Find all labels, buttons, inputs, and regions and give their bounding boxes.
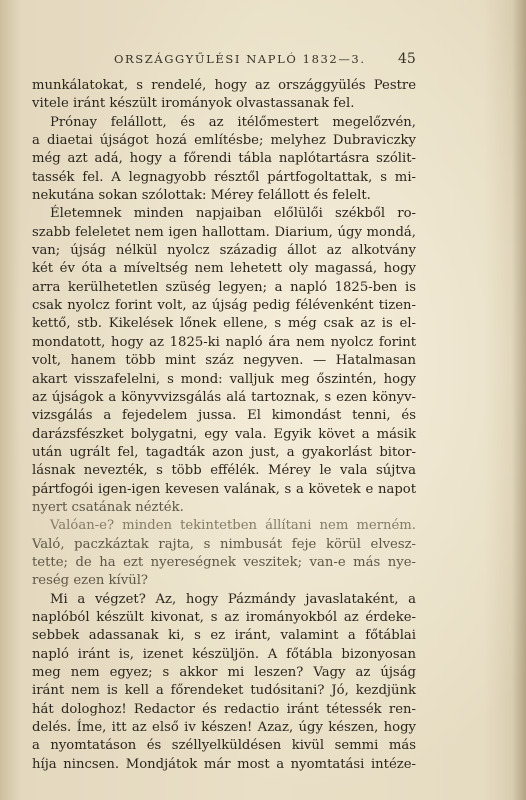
text-line: iránt nem is kell a főrendeket tudósitani? Jó, kezdjünk [32,683,416,699]
text-line: munkálatokat, s rendelé, hogy az országgyülés Pestre [32,78,416,93]
text-line: két év óta a míveltség nem lehetett oly magassá, hogy [32,261,416,277]
text-line: meg nem egyez; s akkor mi leszen? Vagy az újság [32,665,416,680]
text-line: a diaetai újságot hozá említésbe; melyhez Dubraviczky [32,133,416,149]
text-line: az újságok a könyvvizsgálás alá tartoznak, s ezen könyv- [32,389,416,405]
text-line: után ugrált fel, tagadták azon just, a gyakorlást bitor- [32,444,416,460]
text-line: mondatott, hogy az 1825-ki napló ára nem nyolcz forint [32,334,416,350]
text-line: a nyomtatáson és széllyelküldésen kivül semmi más [32,738,416,754]
page-number: 45 [398,51,416,67]
text-line: még azt adá, hogy a főrendi tábla naplótartásra szólit- [32,151,416,167]
text-line: Prónay felállott, és az itélőmestert megelőzvén, [50,114,416,130]
body-text [32,77,416,774]
text-line: akart visszafelelni, s mond: valljuk meg őszintén, hogy [32,371,416,387]
text-line: vizsgálás a fejedelem jussa. El kimondást tenni, és [32,408,416,424]
text-line: delés. Íme, itt az első iv készen! Azaz, úgy készen, hogy [32,720,416,736]
text-line: kettő, stb. Kikelések lőnek ellene, s még csak az is el- [32,316,416,332]
page-edge-shadow [512,0,526,800]
page-header [0,52,526,72]
text-line: csak nyolcz forint volt, az újság pedig félévenként tizen- [32,298,416,314]
text-line: napló iránt is, izenet készüljön. A főtábla bizonyosan [32,646,416,662]
running-head: ORSZÁGGYŰLÉSI NAPLÓ 1832—3. [114,52,366,66]
text-line: Való, paczkáztak rajta, s nimbusát feje körül elvesz- [32,536,416,552]
text-line: nekutána sokan szólottak: Mérey felállott és felelt. [32,188,371,204]
text-line: Életemnek minden napjaiban előlülői székből ro- [50,206,416,222]
text-line: lásnak nevezték, s több effélék. Mérey le vala sújtva [32,463,416,479]
text-line: sebbek adassanak ki, s ez iránt, valamint a főtáblai [32,628,416,644]
text-line: vitele iránt készült irományok olvastassanak fel. [32,96,355,112]
text-line: nyert csatának nézték. [32,499,184,515]
text-line: tette; de ha ezt nyereségnek veszitek; van-e más nye- [32,554,416,570]
text-line: naplóból készült kivonat, s az irományokból az érdeke- [32,609,416,625]
text-line: reség ezen kívül? [32,573,148,589]
text-line: tassék fel. A legnagyobb résztől pártfogoltattak, s mi- [32,169,416,185]
text-line: Mi a végzet? Az, hogy Pázmándy javaslataként, a [50,591,416,607]
text-line: Valóan-e? minden tekintetben állítani nem merném. [50,518,416,534]
text-line: darázsfészket bolygatni, egy vala. Egyik követ a másik [32,426,416,442]
text-line: híja nincsen. Mondjátok már most a nyomtatási intéze- [32,756,416,772]
text-line: van; újság nélkül nyolcz századig állot az alkotvány [32,243,416,259]
text-line: hát dologhoz! Redactor és redactio iránt tétessék ren- [32,701,416,717]
text-line: arra kerülhetetlen szüség legyen; a napló 1825-ben is [32,279,416,295]
text-line: volt, hanem több mint száz negyven. — Hatalmasan [32,353,416,369]
text-line: pártfogói igen-igen kevesen valának, s a követek e napot [32,481,416,497]
text-line: szabb feleletet nem igen hallottam. Diarium, úgy mondá, [32,224,416,240]
